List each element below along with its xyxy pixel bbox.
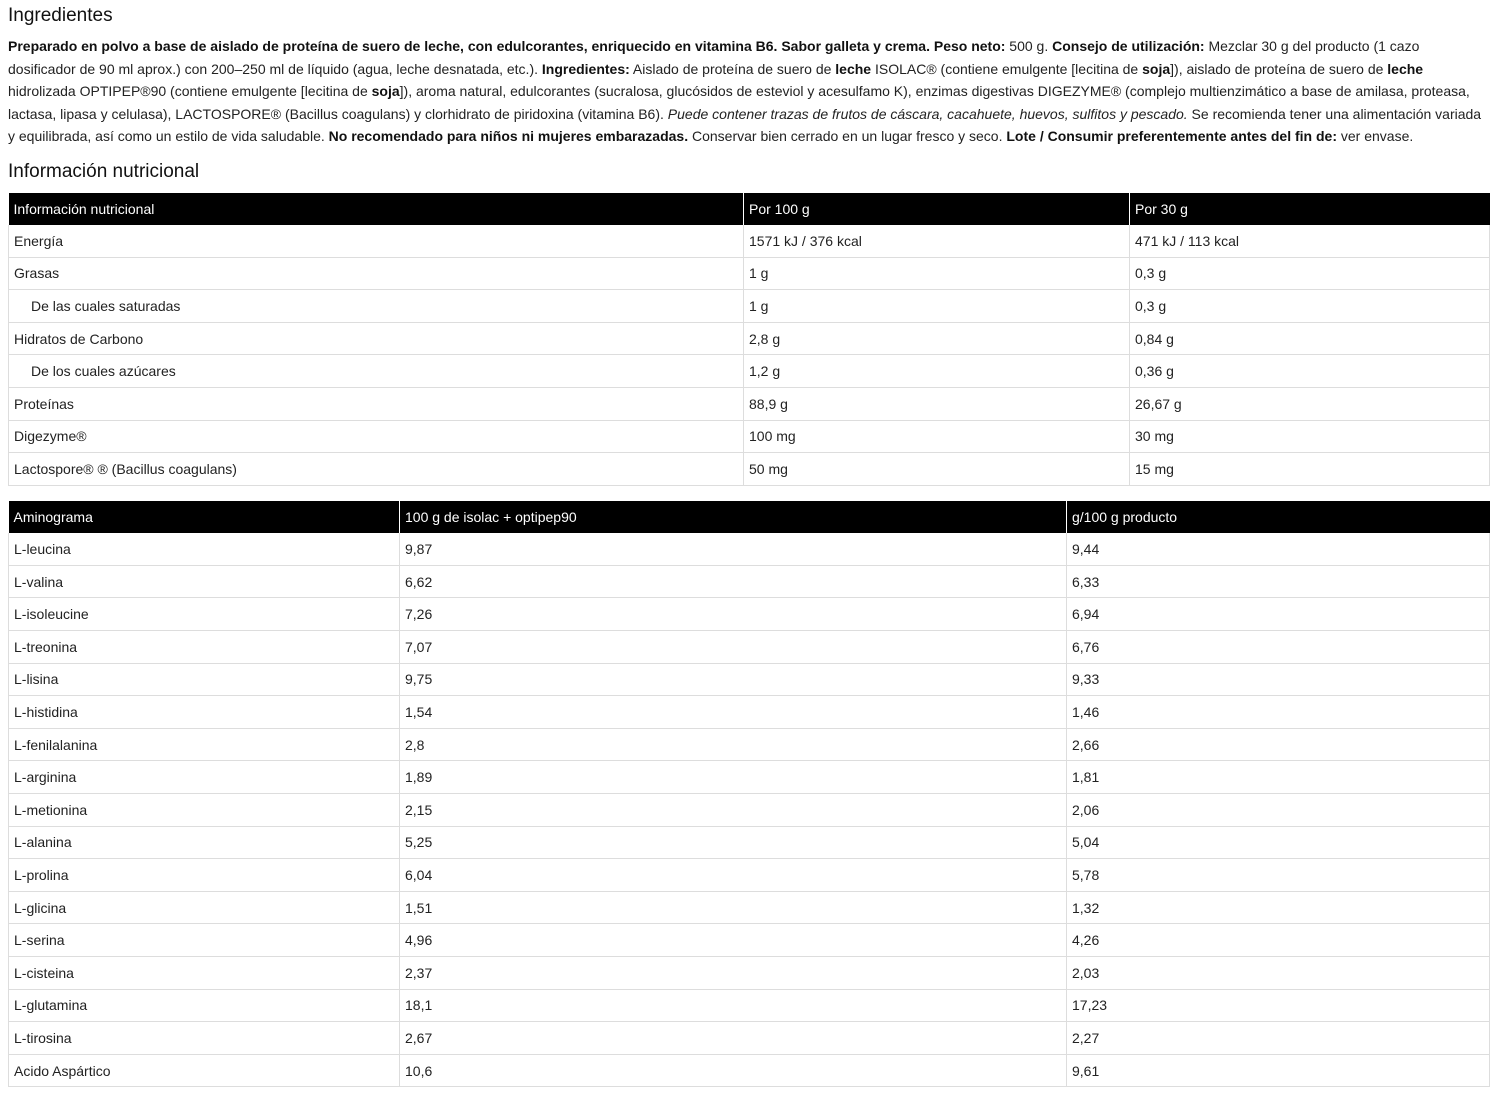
- amino-acid-name: L-metionina: [9, 794, 400, 827]
- isolac-value: 2,67: [400, 1022, 1067, 1055]
- amino-acid-name: L-prolina: [9, 859, 400, 892]
- product-value: 5,04: [1067, 826, 1490, 859]
- column-header: Por 30 g: [1130, 193, 1490, 225]
- per-30g-value: 15 mg: [1130, 453, 1490, 486]
- nutrient-name: Hidratos de Carbono: [9, 322, 744, 355]
- isolac-value: 7,07: [400, 631, 1067, 664]
- isolac-value: 2,8: [400, 728, 1067, 761]
- table-row: [9, 891, 1490, 924]
- table-row: [9, 761, 1490, 794]
- amino-acid-name: L-fenilalanina: [9, 728, 400, 761]
- table-row: [9, 225, 1490, 258]
- product-value: 2,03: [1067, 956, 1490, 989]
- amino-acid-name: L-valina: [9, 565, 400, 598]
- amino-acid-name: L-arginina: [9, 761, 400, 794]
- isolac-value: 9,87: [400, 533, 1067, 566]
- aminogram-table: [8, 501, 1490, 1088]
- table-row: [9, 696, 1490, 729]
- nutrition-table: [8, 193, 1490, 486]
- table-row: [9, 826, 1490, 859]
- table-row: [9, 663, 1490, 696]
- amino-acid-name: L-cisteina: [9, 956, 400, 989]
- informacion-nutricional-heading: Información nutricional: [8, 160, 200, 182]
- allergen-soja: soja: [1142, 60, 1171, 77]
- table-row: [9, 598, 1490, 631]
- allergen-soja: soja: [371, 83, 400, 99]
- amino-acid-name: L-isoleucine: [9, 598, 400, 631]
- product-value: 4,26: [1067, 924, 1490, 957]
- isolac-value: 7,26: [400, 598, 1067, 631]
- isolac-value: 6,04: [400, 859, 1067, 892]
- table-row: [9, 924, 1490, 957]
- isolac-value: 6,62: [400, 565, 1067, 598]
- nutrient-name: Proteínas: [9, 387, 744, 420]
- per-100g-value: 2,8 g: [744, 322, 1130, 355]
- table-row: [9, 355, 1490, 388]
- product-value: 5,78: [1067, 859, 1490, 892]
- table-row: [9, 794, 1490, 827]
- product-value: 9,33: [1067, 663, 1490, 696]
- allergen-leche: leche: [1387, 60, 1424, 77]
- product-value: 9,44: [1067, 533, 1490, 566]
- table-row: [9, 565, 1490, 598]
- per-30g-value: 0,3 g: [1130, 290, 1490, 323]
- isolac-value: 1,89: [400, 761, 1067, 794]
- usage-text: Mezclar 30 g del producto (1 cazo dosificador de 90 ml aprox.) con 200–250 ml de líquido (agua, leche desnatada, etc.).: [8, 38, 1420, 77]
- isolac-value: 1,51: [400, 891, 1067, 924]
- per-30g-value: 471 kJ / 113 kcal: [1130, 225, 1490, 258]
- per-100g-value: 1 g: [744, 290, 1130, 323]
- amino-acid-name: Acido Aspártico: [9, 1054, 400, 1087]
- column-header: Aminograma: [9, 501, 400, 533]
- per-100g-value: 88,9 g: [744, 387, 1130, 420]
- product-summary: Preparado en polvo a base de aislado de proteína de suero de leche, con edulcorantes, enriquecido en vitamina B6. Sabor galleta y crema. Peso neto:: [8, 38, 1006, 54]
- nutrient-name: Digezyme®: [9, 420, 744, 453]
- isolac-value: 4,96: [400, 924, 1067, 957]
- table-row: [9, 420, 1490, 453]
- per-100g-value: 1571 kJ / 376 kcal: [744, 225, 1130, 258]
- table-row: [9, 453, 1490, 486]
- table-row: [9, 322, 1490, 355]
- product-value: 17,23: [1067, 989, 1490, 1022]
- per-30g-value: 26,67 g: [1130, 387, 1490, 420]
- table-row: [9, 956, 1490, 989]
- isolac-value: 18,1: [400, 989, 1067, 1022]
- table-row: [9, 631, 1490, 664]
- nutrition-header-row: [9, 193, 1490, 225]
- ingredientes-description: Preparado en polvo a base de aislado de proteína de suero de leche, con edulcorantes, enriquecido en vitamina B6. Sabor galleta y crema. Peso neto: 500 g. Consejo de utilización: Mezclar 30 g del producto (1 cazo dosificador de 90 ml aprox.) con 200–250 ml de líquido (agua, leche desnatada, etc.). Ingredientes: Aislado de proteína de suero de leche ISOLAC® (contiene emulgente [lecitina de soja]), aislado de proteína de suero de leche hidrolizada OPTIPEP®90 (contiene emulgente [lecitina de soja]), aroma natural, edulcorantes (sucralosa, glucósidos de esteviol y acesulfamo K), enzimas digestivas DIGEZYME® (complejo multienzimático a base de amilasa, proteasa, lactasa, lipasa y celulasa), LACTOSPORE® (Bacillus coagulans) y clorhidrato de piridoxina (vitamina B6). Puede contener trazas de frutos de cáscara, cacahuete, huevos, sulfitos y pescado. Se recomienda tener una alimentación variada y equilibrada, así como un estilo de vida saludable. No recomendado para niños ni mujeres embarazadas. Conservar bien cerrado en un lugar fresco y seco. Lote / Consumir preferentemente antes del fin de: ver envase.: [8, 38, 1482, 144]
- table-row: [9, 290, 1490, 323]
- table-row: [9, 989, 1490, 1022]
- per-30g-value: 0,36 g: [1130, 355, 1490, 388]
- per-30g-value: 0,3 g: [1130, 257, 1490, 290]
- nutrient-name: Grasas: [9, 257, 744, 290]
- amino-acid-name: L-leucina: [9, 533, 400, 566]
- product-value: 6,76: [1067, 631, 1490, 664]
- isolac-value: 2,37: [400, 956, 1067, 989]
- amino-acid-name: L-lisina: [9, 663, 400, 696]
- ingredientes-heading: Ingredientes: [8, 5, 113, 26]
- per-100g-value: 100 mg: [744, 420, 1130, 453]
- table-row: [9, 257, 1490, 290]
- isolac-value: 2,15: [400, 794, 1067, 827]
- per-30g-value: 30 mg: [1130, 420, 1490, 453]
- column-header: 100 g de isolac + optipep90: [400, 501, 1067, 533]
- amino-acid-name: L-glicina: [9, 891, 400, 924]
- table-row: [9, 728, 1490, 761]
- product-value: 6,33: [1067, 565, 1490, 598]
- product-value: 2,06: [1067, 794, 1490, 827]
- storage-text: Conservar bien cerrado en un lugar fresco y seco.: [688, 128, 1007, 144]
- table-row: [9, 387, 1490, 420]
- table-row: [9, 1022, 1490, 1055]
- product-value: 1,46: [1067, 696, 1490, 729]
- product-value: 1,81: [1067, 761, 1490, 794]
- product-value: 2,66: [1067, 728, 1490, 761]
- nutrient-name: De los cuales azúcares: [9, 355, 744, 388]
- amino-acid-name: L-tirosina: [9, 1022, 400, 1055]
- isolac-value: 1,54: [400, 696, 1067, 729]
- product-value: 1,32: [1067, 891, 1490, 924]
- traces-warning: Puede contener trazas de frutos de cáscara, cacahuete, huevos, sulfitos y pescado.: [667, 105, 1188, 122]
- table-row: [9, 1054, 1490, 1087]
- lot-label: Lote / Consumir preferentemente antes del fin de:: [1006, 128, 1337, 144]
- nutrient-name: De las cuales saturadas: [9, 290, 744, 323]
- column-header: Información nutricional: [9, 193, 744, 225]
- per-30g-value: 0,84 g: [1130, 322, 1490, 355]
- allergen-leche: leche: [835, 60, 872, 77]
- amino-acid-name: L-alanina: [9, 826, 400, 859]
- table-row: [9, 859, 1490, 892]
- aminogram-header-row: [9, 501, 1490, 533]
- product-value: 6,94: [1067, 598, 1490, 631]
- ingredients-label: Ingredientes:: [541, 60, 630, 77]
- amino-acid-name: L-histidina: [9, 696, 400, 729]
- nutrient-name: Lactospore® ® (Bacillus coagulans): [9, 453, 744, 486]
- amino-acid-name: L-glutamina: [9, 989, 400, 1022]
- usage-label: Consejo de utilización:: [1052, 38, 1205, 54]
- amino-acid-name: L-serina: [9, 924, 400, 957]
- column-header: g/100 g producto: [1067, 501, 1490, 533]
- per-100g-value: 50 mg: [744, 453, 1130, 486]
- per-100g-value: 1 g: [744, 257, 1130, 290]
- product-value: 9,61: [1067, 1054, 1490, 1087]
- amino-acid-name: L-treonina: [9, 631, 400, 664]
- nutrient-name: Energía: [9, 225, 744, 258]
- table-row: [9, 533, 1490, 566]
- per-100g-value: 1,2 g: [744, 355, 1130, 388]
- isolac-value: 5,25: [400, 826, 1067, 859]
- not-recommended-warning: No recomendado para niños ni mujeres embarazadas.: [328, 128, 689, 144]
- isolac-value: 10,6: [400, 1054, 1067, 1087]
- column-header: Por 100 g: [744, 193, 1130, 225]
- product-value: 2,27: [1067, 1022, 1490, 1055]
- isolac-value: 9,75: [400, 663, 1067, 696]
